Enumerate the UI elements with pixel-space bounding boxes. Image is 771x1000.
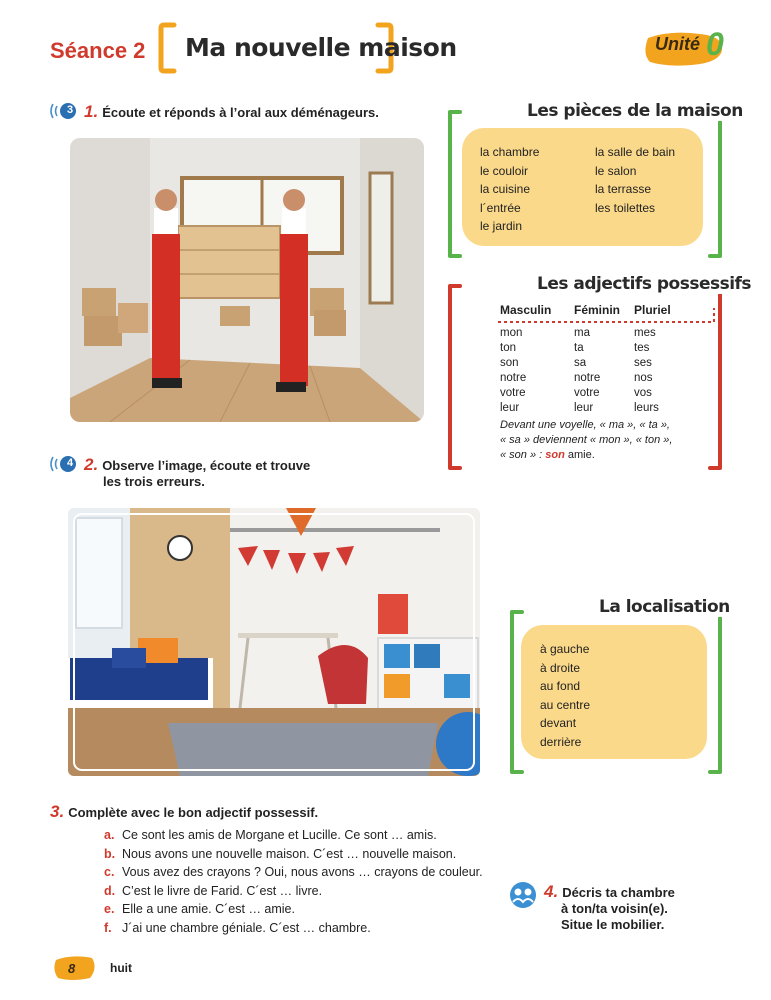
possessive-word: nos: [634, 372, 653, 384]
page-number-word: huit: [110, 961, 132, 975]
exercise-1-number: 1.: [84, 102, 99, 121]
item-letter: b.: [104, 846, 116, 861]
room-item: les toilettes: [595, 200, 656, 215]
possessive-word: votre: [500, 387, 526, 399]
item-text: Elle a une amie. C´est … amie.: [122, 902, 295, 916]
note-line-2: « sa » deviennent « mon », « ton »,: [500, 434, 673, 446]
exercise-2-number: 2.: [84, 455, 99, 474]
header-masculin: Masculin: [500, 303, 552, 317]
room-item: la salle de bain: [595, 145, 676, 159]
exercise-item: [104, 863, 483, 882]
movers-photo: [70, 138, 424, 422]
exercise-item: [104, 826, 483, 845]
exercise-3-list: [104, 826, 483, 937]
possessives-note: [500, 418, 710, 463]
location-item: derrière: [540, 734, 582, 749]
note-line-1: Devant une voyelle, « ma », « ta »,: [500, 419, 670, 431]
item-text: C’est le livre de Farid. C´est … livre.: [122, 883, 323, 898]
masculin-column: [500, 326, 526, 416]
possessive-word: ta: [574, 342, 584, 354]
note-line-3-end: amie.: [564, 449, 595, 461]
exercise-item: [104, 845, 483, 864]
pluriel-column: [634, 326, 659, 416]
item-text: J´ai une chambre géniale. C´est … chambre.: [122, 920, 371, 935]
item-text: Vous avez des crayons ? Oui, nous avons … crayons de couleur.: [122, 865, 483, 879]
room-item: la terrasse: [595, 182, 652, 196]
rooms-column-1: [480, 143, 539, 236]
location-item: au centre: [540, 697, 591, 712]
possessive-word: leurs: [634, 402, 659, 414]
possessive-word: tes: [634, 342, 650, 354]
location-item: devant: [540, 716, 577, 730]
rooms-column-2: [595, 143, 675, 217]
exercise-2-line-1: Observe l’image, écoute et trouve: [102, 458, 311, 473]
exercise-4-line-1: Décris ta chambre: [562, 885, 675, 900]
item-letter: f.: [104, 920, 112, 935]
exercise-4-number: 4.: [544, 882, 559, 901]
exercise-item: [104, 882, 483, 901]
exercise-3-number: 3.: [50, 802, 65, 821]
possessive-word: mes: [634, 327, 656, 339]
possessive-word: leur: [500, 402, 520, 414]
item-text: Nous avons une nouvelle maison. C´est … nouvelle maison.: [122, 846, 457, 861]
exercise-1-heading: [84, 104, 379, 121]
room-item: l´entrée: [480, 200, 521, 215]
location-item: à gauche: [540, 642, 590, 656]
possessive-word: ses: [634, 357, 652, 369]
item-letter: c.: [104, 865, 115, 879]
exercise-4-line-3: Situe le mobilier.: [561, 917, 665, 932]
possessive-word: mon: [500, 327, 523, 339]
item-letter: d.: [104, 883, 116, 898]
room-item: le salon: [595, 163, 637, 178]
possessive-word: leur: [574, 402, 594, 414]
exercise-3-heading: [50, 804, 318, 821]
audio-track-number: 3: [66, 104, 74, 116]
exercise-2-heading: [84, 457, 310, 490]
possessive-word: sa: [574, 357, 587, 369]
page-title: Ma nouvelle maison: [185, 33, 457, 62]
header-feminin: Féminin: [574, 303, 621, 317]
possessive-word: ma: [574, 327, 590, 339]
audio-track-number-2: 4: [66, 457, 74, 469]
exercise-2-line-2: les trois erreurs.: [103, 474, 205, 489]
possessive-word: notre: [574, 372, 601, 384]
note-line-3-start: « son » :: [500, 449, 546, 461]
item-letter: e.: [104, 902, 115, 916]
feminin-column: [574, 326, 600, 416]
bedroom-photo: [68, 508, 480, 776]
exercise-3-instruction: Complète avec le bon adjectif possessif.: [68, 805, 319, 820]
exercise-4-line-2: à ton/ta voisin(e).: [561, 901, 668, 916]
room-item: la chambre: [480, 145, 540, 159]
item-text: Ce sont les amis de Morgane et Lucille. Ce sont … amis.: [122, 828, 437, 842]
seance-label: Séance 2: [50, 38, 146, 63]
pair-speaking-icon: [508, 880, 538, 910]
location-item: à droite: [540, 660, 581, 675]
exercise-item: [104, 900, 483, 919]
unite-number: 0: [706, 26, 724, 62]
exercise-1-instruction: Écoute et réponds à l’oral aux déménageurs.: [102, 105, 379, 120]
location-item: au fond: [540, 679, 581, 693]
room-item: la cuisine: [480, 182, 531, 196]
location-box-title: La localisation: [595, 597, 734, 617]
possessive-word: ton: [500, 342, 516, 354]
unite-label: Unité: [655, 34, 700, 54]
possessives-box-title: Les adjectifs possessifs: [533, 274, 755, 294]
note-son-highlight: son: [545, 449, 565, 461]
possessive-word: notre: [500, 372, 527, 384]
header-pluriel: Pluriel: [634, 303, 671, 317]
location-list: [540, 640, 590, 751]
possessive-word: vos: [634, 387, 652, 399]
rooms-box-title: Les pièces de la maison: [523, 101, 747, 121]
possessive-word: son: [500, 357, 519, 369]
item-letter: a.: [104, 828, 115, 842]
exercise-item: [104, 919, 483, 938]
note-line-3: [500, 448, 710, 463]
room-item: le jardin: [480, 219, 523, 233]
page-number: 8: [68, 961, 76, 976]
possessive-word: votre: [574, 387, 600, 399]
exercise-4-heading: [544, 884, 675, 933]
room-item: le couloir: [480, 163, 529, 178]
